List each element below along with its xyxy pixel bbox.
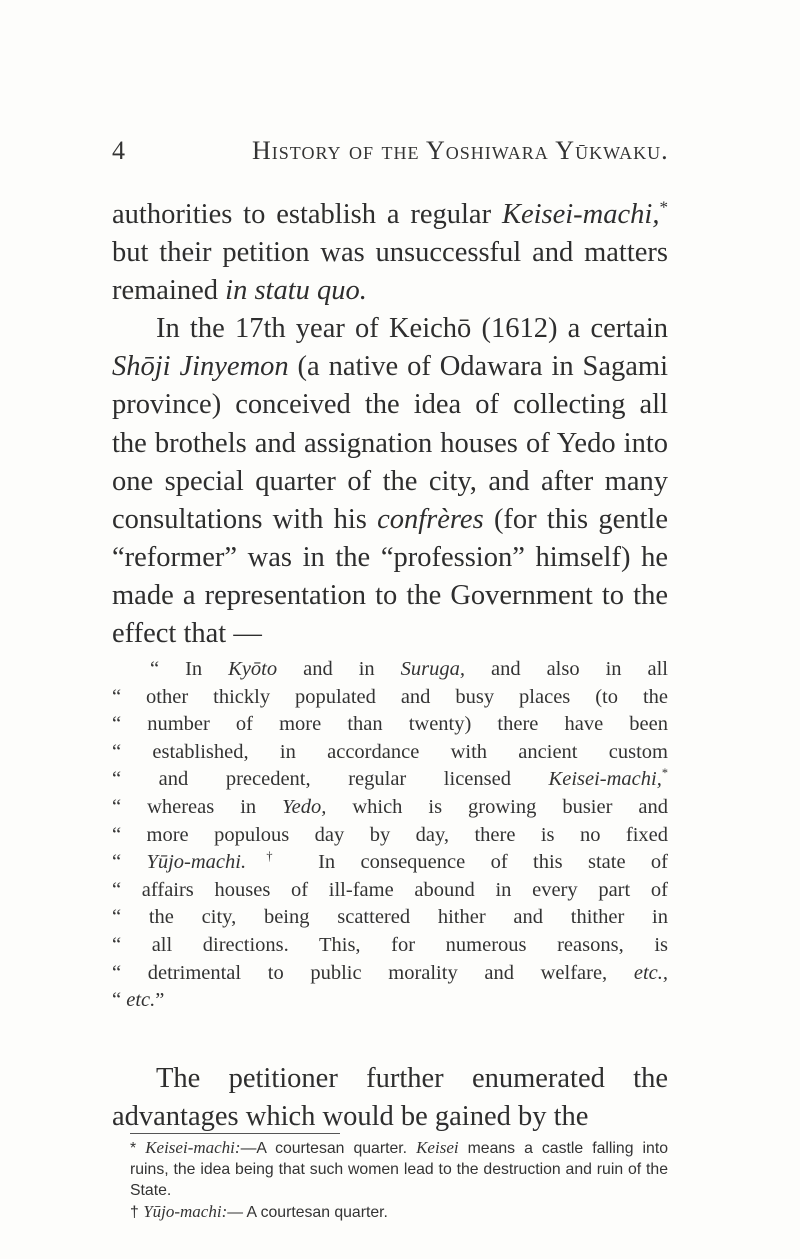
quote-line: “ whereas in Yedo, which is growing busier and [112, 795, 668, 818]
quote-line: “ number of more than twenty) there have been [112, 713, 668, 736]
paragraph-3: The petitioner further enumerated the advantages which would be gained by the [112, 1063, 668, 1133]
quote-line: “ all directions. This, for numerous reasons, is [112, 933, 668, 956]
quote-line: “ and precedent, regular licensed Keisei-machi,* [112, 766, 668, 791]
footnote-2: † Yūjo-machi:— A courtesan quarter. [130, 1202, 388, 1221]
paragraph-1: authorities to establish a regular Keisei-machi,* but their petition was unsuccessful and matters remained in statu quo. [112, 197, 668, 307]
quote-line: “ Yūjo-machi.† In consequence of this state of [112, 849, 668, 874]
quote-line: “ established, in accordance with ancient custom [112, 740, 668, 763]
footnote-1: * Keisei-machi:—A courtesan quarter. Keisei means a castle falling into ruins, the idea being that such women lead to the destruction and ruin of the State. [130, 1138, 669, 1199]
running-title: History of the Yoshiwara Yūkwaku. [252, 136, 669, 165]
paragraph-2: In the 17th year of Keichō (1612) a certain Shōji Jinyemon (a native of Odawara in Sagami province) conceived the idea of collecting all the brothels and assignation houses of Yedo into one special quarter of the city, and after many consultations with his confrères (for this gentle “reformer” was in the “profession” himself) he made a representation to the Government to the effect that — [112, 313, 668, 650]
quote-line: “ In Kyōto and in Suruga, and also in all [150, 658, 669, 680]
footnote-ref: * [659, 197, 668, 217]
quote-line: “ other thickly populated and busy places (to the [112, 685, 668, 708]
footnote-rule [130, 1133, 340, 1134]
footnotes [112, 1137, 668, 1223]
quote-line: “ more populous day by day, there is no fixed [112, 823, 668, 846]
main-text [112, 196, 668, 653]
petition-quotation [112, 656, 668, 1015]
quote-line: “ affairs houses of ill-fame abound in every part of [112, 878, 668, 901]
quote-line: “ detrimental to public morality and welfare, etc., [112, 961, 668, 984]
page-number: 4 [112, 136, 126, 165]
continuation-paragraph [112, 1060, 668, 1136]
quote-line: “ the city, being scattered hither and thither in [112, 906, 668, 929]
quote-line: “ etc.” [112, 989, 165, 1012]
